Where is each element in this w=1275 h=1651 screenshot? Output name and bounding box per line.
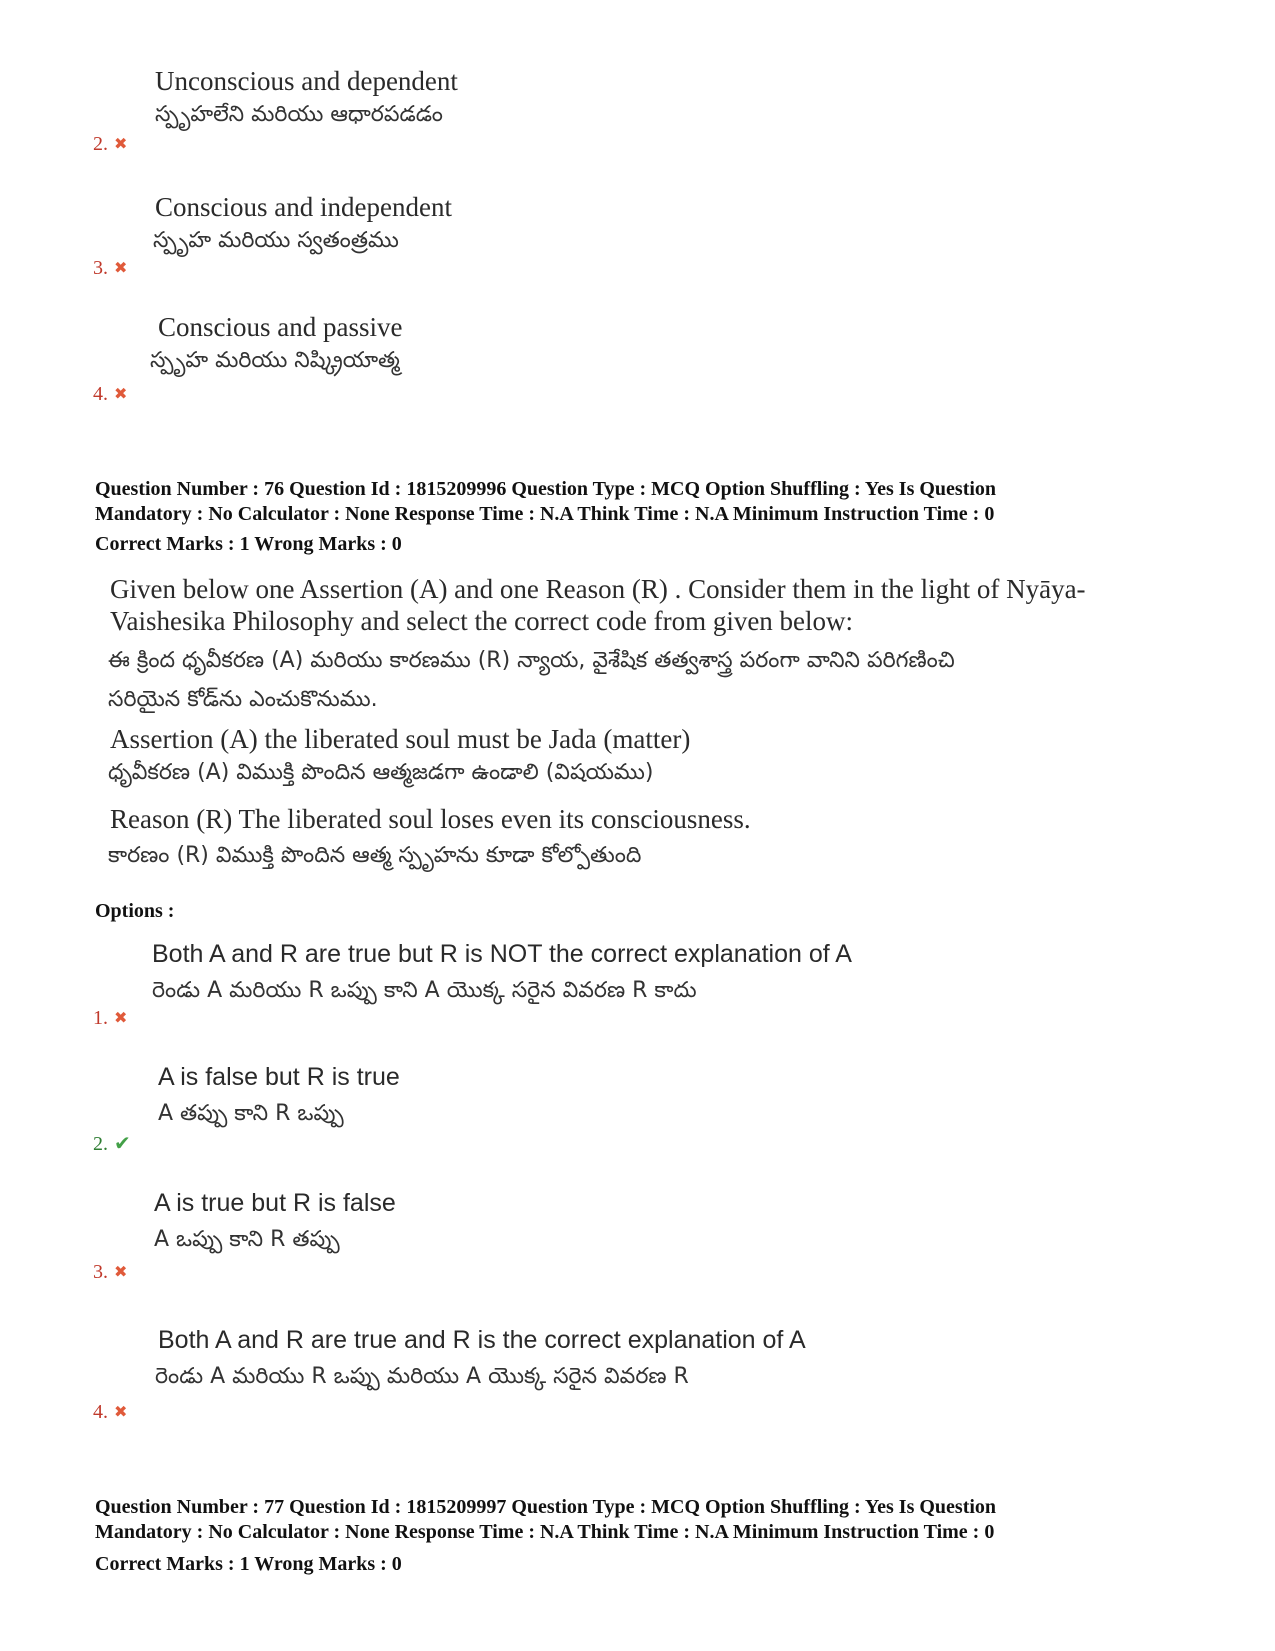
assertion-en: Assertion (A) the liberated soul must be Jada (matter): [110, 724, 691, 754]
option-text-en: Conscious and independent: [155, 192, 452, 222]
cross-mark-icon: ✖: [114, 258, 128, 277]
option-text-en: Both A and R are true but R is NOT the correct explanation of A: [152, 940, 852, 968]
cross-mark-icon: ✖: [114, 1008, 128, 1027]
question-stem-en: Given below one Assertion (A) and one Reason (R) . Consider them in the light of Nyāya-: [110, 574, 1086, 604]
option-text-te: A తప్పు కాని R ఒప్పు: [158, 1101, 344, 1126]
question-stem-te: ఈ క్రింద ధృవీకరణ (A) మరియు కారణము (R) న్యాయ, వైశేషిక తత్వశాస్త్ర పరంగా వానిని పరిగణించి: [108, 648, 955, 673]
option-number: 4. ✖: [93, 383, 128, 405]
question-meta: [95, 477, 1195, 527]
option-text-te: రెండు A మరియు R ఒప్పు మరియు A యొక్క సరైన వివరణ R: [155, 1364, 689, 1389]
option-text-te: స్పృహలేని మరియు ఆధారపడడం: [155, 102, 443, 127]
reason-en: Reason (R) The liberated soul loses even its consciousness.: [110, 804, 751, 834]
question-stem-en: Vaishesika Philosophy and select the correct code from given below:: [110, 606, 854, 636]
cross-mark-icon: ✖: [114, 1402, 128, 1421]
cross-mark-icon: ✖: [114, 384, 128, 403]
question-marks: Correct Marks : 1 Wrong Marks : 0: [95, 533, 402, 555]
cross-mark-icon: ✖: [114, 1262, 128, 1281]
reason-te: కారణం (R) విముక్తి పొందిన ఆత్మ స్పృహను కూడా కోల్పోతుంది: [108, 843, 642, 868]
option-text-en: Conscious and passive: [158, 312, 403, 342]
check-mark-icon: ✔: [114, 1131, 131, 1155]
question-stem-te: సరియైన కోడ్‌ను ఎంచుకొనుము.: [108, 687, 378, 712]
option-number: 3. ✖: [93, 257, 128, 279]
question-marks: Correct Marks : 1 Wrong Marks : 0: [95, 1553, 402, 1575]
option-number: 2. ✖: [93, 133, 128, 155]
question-meta-line: Question Number : 77 Question Id : 1815209997 Question Type : MCQ Option Shuffling : Yes Is Question: [95, 1496, 997, 1518]
option-text-te: A ఒప్పు కాని R తప్పు: [154, 1227, 340, 1252]
question-meta: [95, 1495, 1195, 1545]
option-number: 3. ✖: [93, 1261, 128, 1283]
options-label: Options :: [95, 900, 175, 922]
option-number: 2. ✔: [93, 1131, 131, 1155]
option-text-en: A is true but R is false: [154, 1189, 396, 1217]
cross-mark-icon: ✖: [114, 134, 128, 153]
question-meta-line: Mandatory : No Calculator : None Response Time : N.A Think Time : N.A Minimum Instruction Time : 0: [95, 503, 995, 525]
question-meta-line: Mandatory : No Calculator : None Response Time : N.A Think Time : N.A Minimum Instruction Time : 0: [95, 1521, 995, 1543]
option-text-en: A is false but R is true: [158, 1063, 400, 1091]
option-text-en: Unconscious and dependent: [155, 66, 458, 96]
option-text-te: స్పృహ మరియు స్వతంత్రము: [153, 228, 399, 253]
option-number: 1. ✖: [93, 1007, 128, 1029]
option-text-te: రెండు A మరియు R ఒప్పు కాని A యొక్క సరైన వివరణ R కాదు: [152, 978, 697, 1003]
option-number: 4. ✖: [93, 1401, 128, 1423]
assertion-te: ధృవీకరణ (A) విముక్తి పొందిన ఆత్మజడగా ఉండాలి (విషయము): [108, 760, 654, 785]
option-text-te: స్పృహ మరియు నిష్క్రియాత్మ: [150, 348, 400, 373]
question-meta-line: Question Number : 76 Question Id : 1815209996 Question Type : MCQ Option Shuffling : Yes Is Question: [95, 478, 997, 500]
option-text-en: Both A and R are true and R is the correct explanation of A: [158, 1326, 806, 1354]
